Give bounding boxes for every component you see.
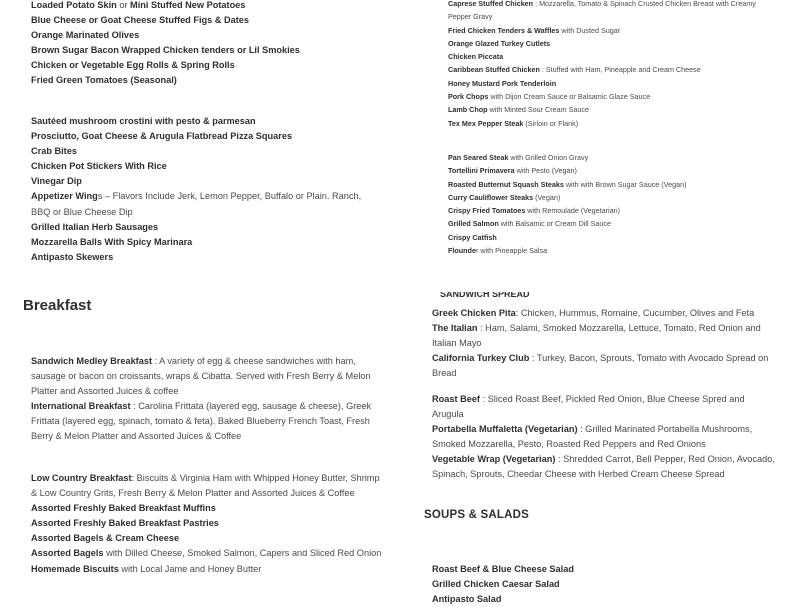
- list-item: [432, 577, 777, 592]
- item-name: Loaded Potato Skin: [31, 0, 117, 10]
- list-item: [31, 58, 381, 73]
- list-item: [448, 90, 758, 103]
- item-name: Grilled Salmon: [448, 219, 499, 229]
- item-name: Grilled Chicken Caesar Salad: [432, 579, 560, 590]
- entrees-list-2: [448, 151, 758, 257]
- breakfast-heading: Breakfast: [23, 297, 92, 314]
- list-item: [31, 501, 386, 516]
- item-description: : Carolina Frittata (layered egg, sausage & cheese), Greek Frittata (layered egg, spinach, tomato & feta). Baked Blueberry French Toast, Fresh Berry & Melon Platter and Assorted Juices & Coffee: [31, 401, 372, 442]
- item-description: : Ham, Salami, Smoked Mozzarella, Lettuce, Tomato, Red Onion and Italian Mayo: [432, 323, 761, 349]
- sandwiches-list-1: [432, 306, 777, 381]
- list-item: [31, 546, 386, 561]
- item-name: Assorted Freshly Baked Breakfast Muffins: [31, 503, 216, 514]
- breakfast-list-2: [31, 471, 386, 577]
- item-description: s – Flavors Include Jerk, Lemon Pepper, Buffalo or Plain. Ranch, BBQ or Blue Cheese Dip: [31, 191, 362, 217]
- item-description: : Mozzarella, Tomato & Spinach Crusted Chicken Breast with Creamy Pepper Gravy: [448, 0, 756, 22]
- item-name: Roasted Butternut Squash Steaks: [448, 179, 564, 189]
- list-item: [31, 28, 381, 43]
- item-name: Roast Beef & Blue Cheese Salad: [432, 564, 574, 574]
- item-name: Vinegar Dip: [31, 176, 82, 187]
- list-item: [432, 452, 777, 482]
- item-name: Antipasto Salad: [432, 594, 502, 605]
- list-item: [31, 220, 381, 235]
- item-description: with Local Jame and Honey Butter: [118, 563, 262, 574]
- list-item: [31, 516, 386, 531]
- item-name: Low Country Breakfast: [31, 473, 132, 483]
- list-item: [31, 144, 381, 159]
- item-name: Honey Mustard Pork Tenderloin: [448, 78, 557, 88]
- item-description: : Biscuits & Virginia Ham with Whipped Honey Butter, Shrimp & Low Country Grits, Fresh Berry & Melon Platter and Assorted Juices & Coffee: [31, 473, 380, 499]
- list-item: [432, 392, 777, 422]
- item-name: Antipasto Skewers: [31, 251, 114, 262]
- item-name: Homemade Biscuits: [31, 563, 119, 574]
- item-description: with Minted Sour Cream Sauce: [487, 105, 589, 115]
- list-item: [448, 244, 758, 257]
- item-description: : A variety of egg & cheese sandwiches with ham, sausage or bacon on croissants, wraps & Cibatta. Served with Fresh Berry & Melon Platter and Assorted Juices & coffee: [31, 356, 371, 397]
- item-description: with Balsamic or Cream Dill Sauce: [498, 219, 611, 229]
- list-item: [448, 103, 758, 116]
- list-item: [432, 306, 777, 321]
- appetizers-list-1: [31, 0, 381, 89]
- breakfast-list-1: [31, 354, 386, 445]
- item-name-alt: Mini Stuffed New Potatoes: [130, 0, 246, 10]
- entrees-list-1: [448, 0, 758, 130]
- item-description: with Dusted Sugar: [559, 25, 621, 35]
- list-item: [432, 321, 777, 351]
- clipped-heading: SANDWICH SPREAD: [440, 292, 530, 299]
- list-item: [31, 531, 386, 546]
- item-name: Appetizer Wing: [31, 191, 98, 202]
- list-item: [31, 174, 381, 189]
- item-name: Assorted Bagels: [31, 548, 104, 559]
- item-description: (Sirloin or Flank): [523, 118, 579, 128]
- list-item: [31, 129, 381, 144]
- item-name: Crab Bites: [31, 146, 77, 157]
- list-item: [31, 189, 381, 219]
- item-name: Roast Beef: [432, 394, 480, 404]
- list-item: [448, 117, 758, 130]
- item-description: with Dilled Cheese, Smoked Salmon, Capers and Sliced Red Onion: [103, 548, 382, 559]
- list-item: [31, 399, 386, 444]
- list-item: [448, 191, 758, 204]
- list-item: [448, 37, 758, 50]
- list-item: [448, 151, 758, 164]
- list-item: [448, 204, 758, 217]
- item-description: with with Brown Sugar Sauce (Vegan): [563, 179, 687, 189]
- list-item: [31, 250, 381, 265]
- item-name: Sandwich Medley Breakfast: [31, 356, 153, 366]
- list-item: [31, 354, 386, 399]
- item-name: Flounde: [448, 246, 476, 256]
- item-name: Crispy Fried Tomatoes: [448, 206, 526, 216]
- item-name: Brown Sugar Bacon Wrapped Chicken tenders or Lil Smokies: [31, 45, 300, 56]
- sandwiches-list-2: [432, 392, 777, 483]
- item-description: : Stuffed with Ham, Pineapple and Cream Cheese: [539, 65, 701, 75]
- item-name: Caribbean Stuffed Chicken: [448, 65, 540, 75]
- item-description: with Dijon Cream Sauce or Balsamic Glaze Sauce: [488, 92, 651, 102]
- item-name: Tortellini Primavera: [448, 166, 515, 176]
- item-description: : Shredded Carrot, Bell Pepper, Red Onion, Avocado, Spinach, Sprouts, Cheedar Cheese with Herbed Cream Cheese Spread: [432, 454, 775, 480]
- item-name: Assorted Bagels & Cream Cheese: [31, 533, 180, 544]
- item-name: Orange Marinated Olives: [31, 30, 140, 41]
- list-item: [448, 24, 758, 37]
- item-description: : Grilled Marinated Portabella Mushrooms, Smoked Mozzarella, Pesto, Roasted Red Peppers and Red Onions: [432, 424, 753, 450]
- item-name: Tex Mex Pepper Steak: [448, 118, 524, 128]
- list-item: [448, 0, 758, 24]
- item-name: Prosciutto, Goat Cheese & Arugula Flatbread Pizza Squares: [31, 131, 293, 142]
- list-item: [448, 50, 758, 63]
- list-item: [448, 77, 758, 90]
- item-name: Curry Cauliflower Steaks: [448, 192, 534, 202]
- item-name: The Italian: [432, 323, 478, 334]
- item-name: Chicken Pot Stickers With Rice: [31, 161, 167, 172]
- list-item: [432, 351, 777, 381]
- item-description: or: [116, 0, 131, 10]
- item-name: Assorted Freshly Baked Breakfast Pastries: [31, 518, 219, 529]
- item-description: (Vegan): [533, 192, 561, 202]
- soups-salads-heading: SOUPS & SALADS: [424, 509, 530, 521]
- item-name: Pork Chops: [448, 92, 489, 102]
- list-item: [31, 114, 381, 129]
- list-item: [31, 471, 386, 501]
- item-name: Lamb Chop: [448, 105, 488, 115]
- list-item: [448, 63, 758, 76]
- item-name: Fried Chicken Tenders & Waffles: [448, 25, 560, 35]
- item-name: Sautéed mushroom crostini with pesto & parmesan: [31, 116, 256, 126]
- item-description: r with Pineapple Salsa: [475, 246, 548, 256]
- item-name: Chicken or Vegetable Egg Rolls & Spring Rolls: [31, 60, 235, 71]
- item-name: Blue Cheese or Goat Cheese Stuffed Figs & Dates: [31, 15, 250, 26]
- list-item: [432, 562, 777, 577]
- item-name: Grilled Italian Herb Sausages: [31, 221, 159, 232]
- item-name: Greek Chicken Pita: [432, 308, 516, 318]
- list-item: [31, 73, 381, 88]
- list-item: [448, 164, 758, 177]
- item-name: Portabella Muffaletta (Vegetarian): [432, 424, 578, 435]
- list-item: [448, 217, 758, 230]
- item-name: International Breakfast: [31, 401, 131, 412]
- item-name: Caprese Stuffed Chicken: [448, 0, 534, 8]
- item-name: Orange Glazed Turkey Cutlets: [448, 38, 551, 48]
- list-item: [31, 159, 381, 174]
- appetizers-list-2: [31, 114, 381, 265]
- list-item: [448, 178, 758, 191]
- list-item: [31, 562, 386, 577]
- item-description: with Pesto (Vegan): [514, 166, 577, 176]
- list-item: [448, 231, 758, 244]
- item-name: Crispy Catfish: [448, 232, 497, 242]
- item-name: Chicken Piccata: [448, 52, 504, 62]
- list-item: [31, 235, 381, 250]
- list-item: [31, 43, 381, 58]
- item-name: Fried Green Tomatoes (Seasonal): [31, 75, 177, 86]
- soups-salads-list: [432, 562, 777, 607]
- item-name: California Turkey Club: [432, 353, 530, 364]
- item-name: Vegetable Wrap (Vegetarian): [432, 454, 556, 465]
- item-name: Pan Seared Steak: [448, 153, 509, 162]
- list-item: [432, 422, 777, 452]
- item-name: Mozzarella Balls With Spicy Marinara: [31, 236, 193, 247]
- item-description: with Grilled Onion Gravy: [508, 153, 589, 162]
- list-item: [31, 13, 381, 28]
- item-description: : Turkey, Bacon, Sprouts, Tomato with Avocado Spread on Bread: [432, 353, 769, 379]
- list-item: [31, 0, 381, 13]
- item-description: : Sliced Roast Beef, Pickled Red Onion, Blue Cheese Spred and Arugula: [432, 394, 745, 420]
- item-description: : Chicken, Hummus, Romaine, Cucumber, Olives and Feta: [515, 308, 755, 318]
- item-description: with Remoulade (Vegetarian): [525, 206, 621, 216]
